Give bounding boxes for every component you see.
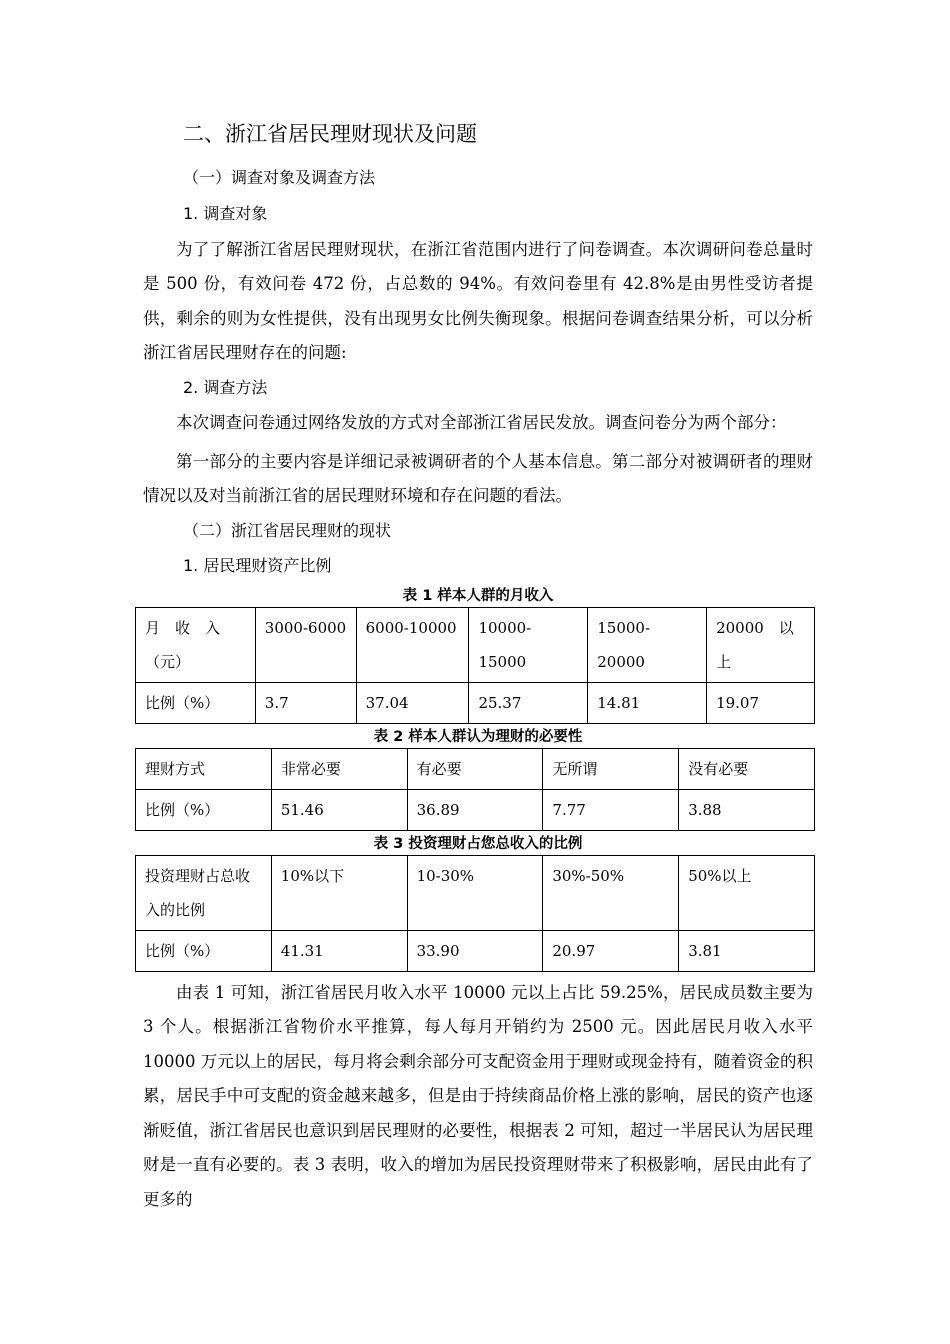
table-cell: 没有必要: [679, 748, 815, 789]
table-cell: 3.88: [679, 789, 815, 830]
item-heading-survey-subject: 1. 调查对象: [183, 203, 268, 223]
table-row: [136, 682, 815, 723]
table-row: [136, 748, 815, 789]
table-cell: 比例（%）: [136, 682, 256, 723]
table-row: [136, 855, 815, 930]
table-cell: 19.07: [707, 682, 815, 723]
paragraph-survey-method: 本次调查问卷通过网络发放的方式对全部浙江省居民发放。调查问卷分为两个部分：: [176, 413, 787, 433]
table-cell: 月 收 入（元）: [136, 607, 256, 682]
table-cell: 36.89: [407, 789, 543, 830]
table-cell: 3.7: [255, 682, 356, 723]
table1-caption: 表 1 样本人群的月收入: [402, 587, 554, 604]
table-row: [136, 789, 815, 830]
table-cell: 7.77: [543, 789, 679, 830]
table-cell: 非常必要: [271, 748, 407, 789]
table-row: [136, 930, 815, 971]
table-monthly-income: [135, 607, 815, 724]
subsection-heading-1: （一）调查对象及调查方法: [183, 168, 376, 188]
table-cell: 10000-15000: [469, 607, 588, 682]
paragraph-survey-parts: 第一部分的主要内容是详细记录被调研者的个人基本信息。第二部分对被调研者的理财情况以及对当前浙江省的居民理财环境和存在问题的看法。: [143, 451, 813, 506]
table-cell: 无所谓: [543, 748, 679, 789]
table-cell: 10-30%: [407, 855, 543, 930]
table-cell: 30%-50%: [543, 855, 679, 930]
table-cell: 比例（%）: [136, 930, 272, 971]
document-body: [143, 120, 813, 1221]
table-cell: 6000-10000: [356, 607, 469, 682]
table-cell: 比例（%）: [136, 789, 272, 830]
table-necessity: [135, 748, 815, 831]
table-cell: 10%以下: [271, 855, 407, 930]
paragraph-analysis: 由表 1 可知，浙江省居民月收入水平 10000 元以上占比 59.25%，居民成员数主要为 3 个人。根据浙江省物价水平推算，每人每月开销约为 2500 元。因此居民月收入水平 10000 万元以上的居民，每月将会剩余部分可支配资金用于理财或现金持有，随着资金的积累，居民手中可支配的资金越来越多，但是由于持续商品价格上涨的影响，居民的资产也逐渐贬值，浙江省居民也意识到居民理财的必要性，根据表 2 可知，超过一半居民认为居民理财是一直有必要的。表 3 表明，收入的增加为居民投资理财带来了积极影响，居民由此有了更多的: [143, 982, 813, 1209]
table-cell: 投资理财占总收入的比例: [136, 855, 272, 930]
table-cell: 20000 以上: [707, 607, 815, 682]
table-cell: 25.37: [469, 682, 588, 723]
subsection-heading-2: （二）浙江省居民理财的现状: [183, 520, 392, 540]
table3-caption: 表 3 投资理财占您总收入的比例: [373, 835, 583, 852]
table-cell: 20.97: [543, 930, 679, 971]
section-heading: 二、浙江省居民理财现状及问题: [183, 122, 477, 146]
table-cell: 51.46: [271, 789, 407, 830]
item-heading-survey-method: 2. 调查方法: [183, 377, 268, 397]
paragraph-survey-subject: 为了了解浙江省居民理财现状，在浙江省范围内进行了问卷调查。本次调研问卷总量时是 500 份，有效问卷 472 份，占总数的 94%。有效问卷里有 42.8%是由男性受访者提供，剩余的则为女性提供，没有出现男女比例失衡现象。根据问卷调查结果分析，可以分析浙江省居民理财存在的问题:: [143, 239, 813, 363]
table-cell: 理财方式: [136, 748, 272, 789]
table2-caption: 表 2 样本人群认为理财的必要性: [373, 728, 583, 745]
table-cell: 有必要: [407, 748, 543, 789]
table-cell: 41.31: [271, 930, 407, 971]
table-investment-share: [135, 855, 815, 972]
table-cell: 37.04: [356, 682, 469, 723]
table-cell: 33.90: [407, 930, 543, 971]
table-cell: 3.81: [679, 930, 815, 971]
table-cell: 3000-6000: [255, 607, 356, 682]
table-cell: 15000-20000: [588, 607, 707, 682]
table-cell: 14.81: [588, 682, 707, 723]
table-cell: 50%以上: [679, 855, 815, 930]
item-heading-asset-ratio: 1. 居民理财资产比例: [183, 556, 332, 576]
table-row: [136, 607, 815, 682]
